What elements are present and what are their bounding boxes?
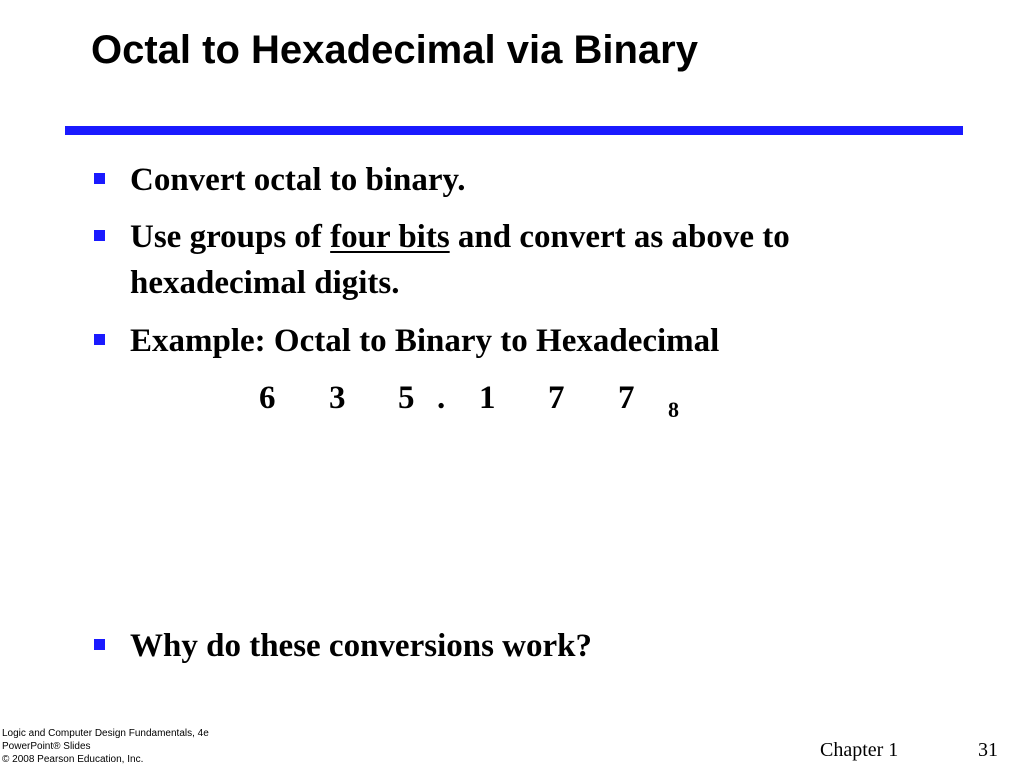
bullet-text: Convert octal to binary. <box>130 162 466 198</box>
square-bullet-icon <box>94 639 105 650</box>
book-credit-line: PowerPoint® Slides <box>2 741 91 752</box>
octal-digit: 7 <box>548 380 565 416</box>
octal-digit: 1 <box>479 380 496 416</box>
underlined-term: four bits <box>330 219 450 255</box>
bullet-item <box>94 157 954 203</box>
bullet-text-part: Use groups of <box>130 219 331 255</box>
bullet-item <box>94 318 954 364</box>
radix-point: . <box>437 380 446 416</box>
bullet-item <box>94 214 954 306</box>
book-credit <box>2 727 209 766</box>
base-subscript: 8 <box>668 397 679 422</box>
octal-digit: 7 <box>618 380 635 416</box>
square-bullet-icon <box>94 230 105 241</box>
bullet-text-part: and convert as above to hexadecimal digits. <box>130 219 790 301</box>
square-bullet-icon <box>94 173 105 184</box>
bullet-text <box>130 214 954 306</box>
bullet-text: Why do these conversions work? <box>130 628 593 664</box>
octal-digit: 6 <box>259 380 276 416</box>
slide-title: Octal to Hexadecimal via Binary <box>91 28 698 72</box>
book-credit-line: © 2008 Pearson Education, Inc. <box>2 754 144 765</box>
book-credit-line: Logic and Computer Design Fundamentals, 4e <box>2 728 209 739</box>
bullet-text: Example: Octal to Binary to Hexadecimal <box>130 323 720 359</box>
square-bullet-icon <box>94 334 105 345</box>
page-number: 31 <box>978 739 998 761</box>
bullet-item <box>94 623 954 669</box>
octal-digit: 5 <box>398 380 415 416</box>
chapter-label: Chapter 1 <box>820 739 899 761</box>
octal-digit: 3 <box>329 380 346 416</box>
